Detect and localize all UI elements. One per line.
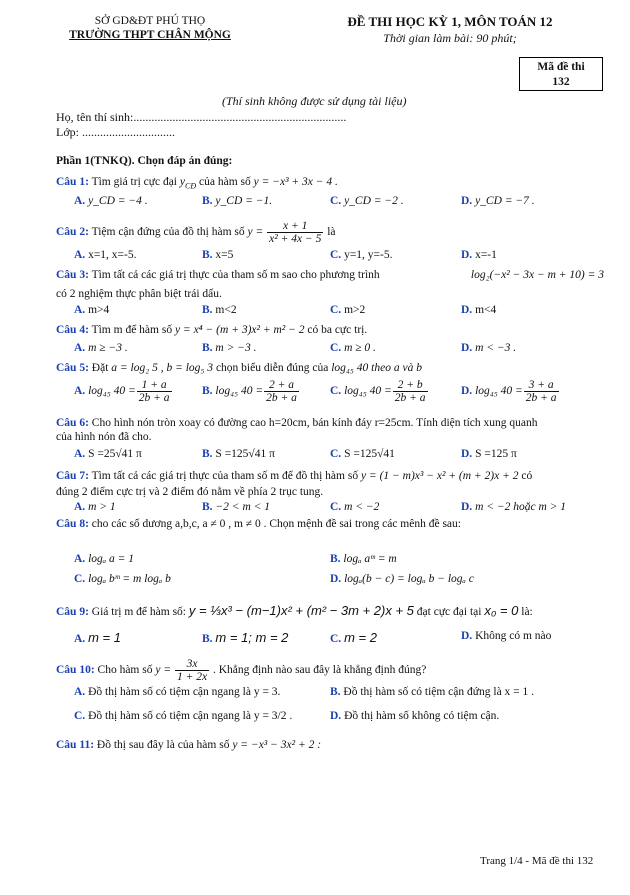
answer-b[interactable]: B. log₄₅ 40 = $\frac{2 + a}{2b + a}$ <box>202 378 297 404</box>
question-6 <box>56 416 606 430</box>
question-10: Câu 10: Cho hàm số y = $\frac{3x}{1 + 2x}$ . Khẳng định nào sau đây là khẳng định đúng? <box>56 657 427 683</box>
answer-b[interactable]: B. m<2 <box>202 304 237 316</box>
answer-a[interactable]: A. Đồ thị hàm số có tiệm cận ngang là y = 3. <box>74 686 281 698</box>
answer-c[interactable]: C. log₄₅ 40 = $\frac{2 + b}{2b + a}$ <box>330 378 426 404</box>
question-label: Câu 5: <box>56 362 89 374</box>
question-text: cho các số dương a,b,c, a ≠ 0 , m ≠ 0 . Chọn mệnh đề sai trong các mênh đề sau: <box>91 518 461 530</box>
question-text: Tìm m để hàm số <box>91 324 173 336</box>
exam-title: ĐỀ THI HỌC KỲ 1, MÔN TOÁN 12 <box>347 14 553 29</box>
question-label: Câu 3: <box>56 269 89 281</box>
exam-code-label: Mã đề thi <box>537 61 585 73</box>
answer-a[interactable]: A. x=1, x=-5. <box>74 249 137 261</box>
question-4: Câu 4: Tìm m để hàm số y = x⁴ − (m + 3)x² + m² − 2 có ba cực trị. <box>56 324 368 336</box>
no-materials-note: (Thí sinh không được sử dụng tài liệu) <box>222 94 407 108</box>
question-1: Câu 1: Tìm giá trị cực đại $y_{CĐ}$ của hàm số y = −x³ + 3x − 4 . <box>56 176 338 191</box>
answer-d[interactable]: D. Không có m nào <box>461 630 552 642</box>
answer-d[interactable]: D. m < −3 . <box>461 342 517 354</box>
department-name: SỞ GD&ĐT PHÚ THỌ <box>94 15 206 27</box>
answer-c[interactable]: C. m ≥ 0 . <box>330 342 376 354</box>
question-text: của hình nón đã cho. <box>56 431 152 443</box>
school-name: TRƯỜNG THPT CHÂN MỘNG <box>69 29 231 41</box>
answer-a[interactable]: A. m>4 <box>74 304 110 316</box>
question-label: Câu 1: <box>56 176 89 188</box>
exam-duration: Thời gian làm bài: 90 phút; <box>383 31 517 45</box>
question-formula: y = x⁴ − (m + 3)x² + m² − 2 <box>174 324 305 336</box>
answer-a[interactable]: A. log₄₅ 40 = $\frac{1 + a}{2b + a}$ <box>74 378 170 404</box>
question-text: đúng 2 điểm cực trị và 2 điểm đó nằm về phía 2 trục tung. <box>56 486 324 498</box>
answer-d[interactable]: D. m<4 <box>461 304 497 316</box>
answer-b[interactable]: B. y_CD = −1. <box>202 195 273 207</box>
answer-d[interactable]: D. Đồ thị hàm số không có tiệm cận. <box>330 710 500 722</box>
answer-d[interactable]: D. log₄₅ 40 = $\frac{3 + a}{2b + a}$ <box>461 378 557 404</box>
question-label: Câu 9: <box>56 606 89 618</box>
answer-c[interactable]: C. m = 2 <box>330 630 377 645</box>
answer-a[interactable]: A. m ≥ −3 . <box>74 342 128 354</box>
answer-c[interactable]: C. S =125√41 <box>330 448 395 460</box>
exam-code-value: 132 <box>552 76 570 88</box>
answer-c[interactable]: C. y=1, y=-5. <box>330 249 393 261</box>
candidate-name-line: Họ, tên thí sinh:....................................................................... <box>56 110 347 124</box>
answer-b[interactable]: B. m = 1; m = 2 <box>202 630 289 645</box>
question-text: có 2 nghiệm thực phân biệt trái dấu. <box>56 288 222 300</box>
answer-d[interactable]: D. S =125 π <box>461 448 517 460</box>
answer-b[interactable]: B. logₐ aᵐ = m <box>330 553 397 565</box>
question-text: Tiệm cận đứng của đồ thị hàm số <box>91 226 245 238</box>
fraction: $\frac{x + 1}{\text{x² + 4x − 5}}$ <box>269 219 322 245</box>
answer-d[interactable]: D. y_CD = −7 . <box>461 195 535 207</box>
answer-c[interactable]: C. logₐ bᵐ = m logₐ b <box>74 573 171 585</box>
question-text: của hàm số <box>199 176 251 188</box>
question-2: Câu 2: Tiệm cận đứng của đồ thị hàm số y = $\frac{x + 1}{\text{x² + 4x − 5}}$ là <box>56 219 336 245</box>
question-text: Tìm tất cả các giá trị thực của tham số m sao cho phương trình <box>91 269 380 281</box>
question-label: Câu 11: <box>56 739 95 751</box>
question-3 <box>56 268 604 282</box>
question-formula: log₂(−x² − 3x − m + 10) = 3 <box>470 269 604 281</box>
question-7: Câu 7: Tìm tất cả các giá trị thực của tham số m để đồ thị hàm số y = (1 − m)x³ − x² + (m + 2)x + 2 có <box>56 470 533 482</box>
question-8 <box>56 517 461 531</box>
answer-a[interactable]: A. logₐ a = 1 <box>74 553 135 565</box>
answer-b[interactable]: B. S =125√41 π <box>202 448 275 460</box>
answer-d[interactable]: D. x=-1 <box>461 249 497 261</box>
answer-d[interactable]: D. m < −2 hoặc m > 1 <box>461 501 567 513</box>
section-title: Phần 1(TNKQ). Chọn đáp án đúng: <box>56 155 233 167</box>
answer-c[interactable]: C. m>2 <box>330 304 366 316</box>
question-label: Câu 2: <box>56 226 89 238</box>
answer-b[interactable]: B. x=5 <box>202 249 234 261</box>
page-footer: Trang 1/4 - Mã đề thi 132 <box>480 855 594 867</box>
question-label: Câu 6: <box>56 417 89 429</box>
question-9: Câu 9: Giá trị m để hàm số: y = ⅓x³ − (m−1)x² + (m² − 3m + 2)x + 5 đạt cực đại tại x₀ = 0 là: <box>56 603 533 618</box>
question-label: Câu 8: <box>56 518 89 530</box>
answer-b[interactable]: B. −2 < m < 1 <box>202 501 271 513</box>
question-text: Cho hình nón tròn xoay có đường cao h=20cm, bán kính đáy r=25cm. Tính diện tích xung quanh <box>91 417 538 429</box>
question-11: Câu 11: Đồ thị sau đây là của hàm số y = −x³ − 3x² + 2 : <box>56 739 322 751</box>
answer-c[interactable]: C. y_CD = −2 . <box>330 195 404 207</box>
exam-code-box <box>519 57 603 91</box>
class-line: Lớp: ............................... <box>56 125 176 139</box>
answer-c[interactable]: C. m < −2 <box>330 501 380 513</box>
answer-b[interactable]: B. m > −3 . <box>202 342 257 354</box>
answer-a[interactable]: A. m = 1 <box>74 630 121 645</box>
question-label: Câu 10: <box>56 664 95 676</box>
question-label: Câu 7: <box>56 470 89 482</box>
answer-a[interactable]: A. S =25√41 π <box>74 448 142 460</box>
question-5: Câu 5: Đặt a = log₂ 5 , b = log₅ 3 chọn biểu diễn đúng của log₄₅ 40 theo a và b <box>56 362 422 374</box>
question-label: Câu 4: <box>56 324 89 336</box>
answer-d[interactable]: D. logₐ(b − c) = logₐ b − logₐ c <box>330 573 474 585</box>
question-formula: y = −x³ + 3x − 4 . <box>253 176 338 188</box>
answer-a[interactable]: A. y_CD = −4 . <box>74 195 148 207</box>
answer-c[interactable]: C. Đồ thị hàm số có tiệm cận ngang là y = 3/2 . <box>74 710 293 722</box>
question-text: Tìm giá trị cực đại <box>91 176 178 188</box>
answer-a[interactable]: A. m > 1 <box>74 501 116 513</box>
answer-b[interactable]: B. Đồ thị hàm số có tiệm cận đứng là x = 1 . <box>330 686 535 698</box>
